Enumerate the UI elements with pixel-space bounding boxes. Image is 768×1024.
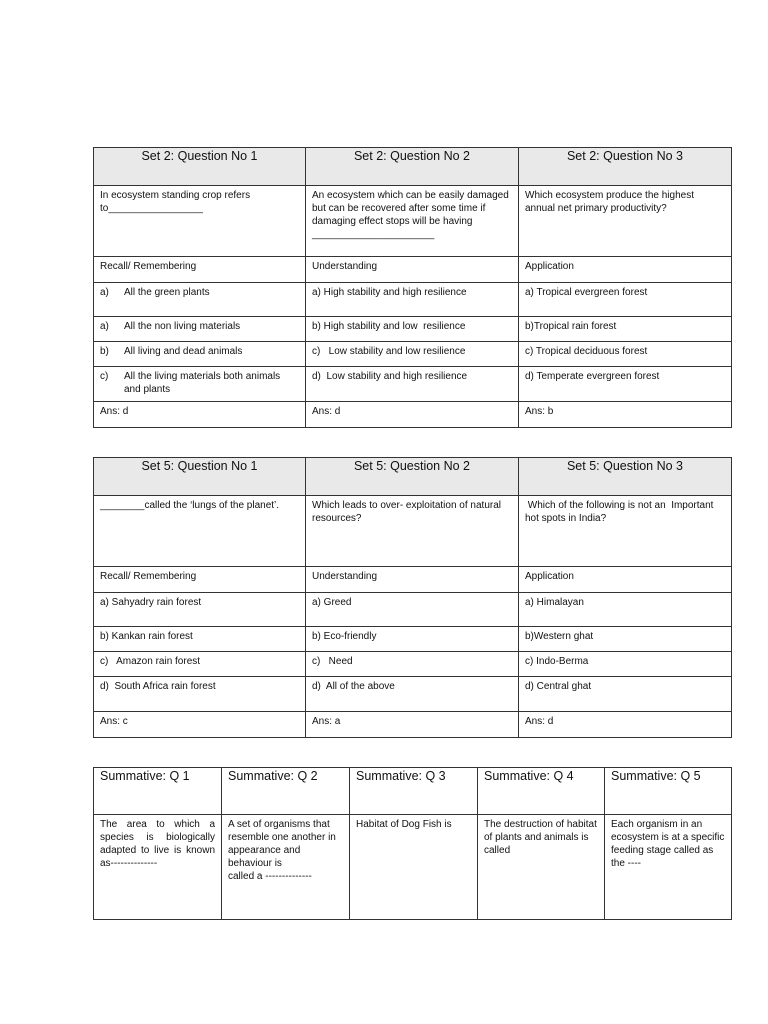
option-text: All living and dead animals: [124, 346, 243, 357]
set2-header-2: Set 2: Question No 2: [306, 148, 519, 186]
set5-q3-option: c) Indo-Berma: [519, 652, 732, 677]
set5-q1-option: a) Sahyadry rain forest: [94, 593, 306, 627]
option-label: c): [100, 371, 109, 382]
set5-q2-option: c) Need: [306, 652, 519, 677]
summative-question-4: The destruction of habitat of plants and animals is called: [478, 815, 605, 920]
set5-header-3: Set 5: Question No 3: [519, 458, 732, 496]
set5-header-1: Set 5: Question No 1: [94, 458, 306, 496]
set2-q3-option: b)Tropical rain forest: [519, 317, 732, 342]
set2-q3-option: c) Tropical deciduous forest: [519, 342, 732, 367]
set5-level-3: Application: [519, 567, 732, 593]
set2-header-1: Set 2: Question No 1: [94, 148, 306, 186]
set5-answer-3: Ans: d: [519, 712, 732, 738]
set5-question-2: Which leads to over- exploitation of natural resources?: [306, 496, 519, 567]
set5-q2-option: d) All of the above: [306, 677, 519, 712]
set2-question-2: An ecosystem which can be easily damaged but can be recovered after some time if damaging effect stops will be having ______________________: [306, 186, 519, 257]
set5-q3-option: a) Himalayan: [519, 593, 732, 627]
set5-level-1: Recall/ Remembering: [94, 567, 306, 593]
set2-q2-option: b) High stability and low resilience: [306, 317, 519, 342]
summative-header-4: Summative: Q 4: [478, 768, 605, 815]
set5-q2-option: a) Greed: [306, 593, 519, 627]
set2-q2-option: a) High stability and high resilience: [306, 283, 519, 317]
set2-q1-option: [94, 283, 306, 317]
set5-level-2: Understanding: [306, 567, 519, 593]
option-label: a): [100, 321, 109, 332]
summative-question-table: [93, 767, 732, 920]
set2-q3-option: a) Tropical evergreen forest: [519, 283, 732, 317]
summative-question-2: A set of organisms that resemble one another in appearance and behaviour is called a --------------: [222, 815, 350, 920]
summative-question-3: Habitat of Dog Fish is: [350, 815, 478, 920]
set5-q1-option: c) Amazon rain forest: [94, 652, 306, 677]
set2-q1-option: [94, 342, 306, 367]
option-label: a): [100, 287, 109, 298]
set5-q3-option: b)Western ghat: [519, 627, 732, 652]
set2-q1-option: [94, 317, 306, 342]
option-text: All the living materials both animals and plants: [124, 371, 283, 395]
set2-answer-3: Ans: b: [519, 402, 732, 428]
summative-question-1: The area to which a species is biologically adapted to live is known as--------------: [94, 815, 222, 920]
set2-answer-1: Ans: d: [94, 402, 306, 428]
summative-header-5: Summative: Q 5: [605, 768, 732, 815]
set2-answer-2: Ans: d: [306, 402, 519, 428]
option-text: All the non living materials: [124, 321, 241, 332]
set5-question-1: ________called the ‘lungs of the planet’.: [94, 496, 306, 567]
summative-question-5: Each organism in an ecosystem is at a specific feeding stage called as the ----: [605, 815, 732, 920]
set2-header-3: Set 2: Question No 3: [519, 148, 732, 186]
option-label: b): [100, 346, 109, 357]
set5-question-table: [93, 457, 732, 738]
summative-header-1: Summative: Q 1: [94, 768, 222, 815]
set2-q3-option: d) Temperate evergreen forest: [519, 367, 732, 402]
set5-answer-2: Ans: a: [306, 712, 519, 738]
set5-q2-option: b) Eco-friendly: [306, 627, 519, 652]
set5-question-3: Which of the following is not an Important hot spots in India?: [519, 496, 732, 567]
set2-level-1: Recall/ Remembering: [94, 257, 306, 283]
set2-q2-option: c) Low stability and low resilience: [306, 342, 519, 367]
set5-q1-option: b) Kankan rain forest: [94, 627, 306, 652]
summative-header-2: Summative: Q 2: [222, 768, 350, 815]
set2-question-1: In ecosystem standing crop refers to_________________: [94, 186, 306, 257]
set5-answer-1: Ans: c: [94, 712, 306, 738]
set2-level-2: Understanding: [306, 257, 519, 283]
set2-level-3: Application: [519, 257, 732, 283]
set2-q2-option: d) Low stability and high resilience: [306, 367, 519, 402]
option-text: All the green plants: [124, 287, 210, 298]
set5-q1-option: d) South Africa rain forest: [94, 677, 306, 712]
set5-q3-option: d) Central ghat: [519, 677, 732, 712]
set5-header-2: Set 5: Question No 2: [306, 458, 519, 496]
set2-question-table: [93, 147, 732, 428]
summative-header-3: Summative: Q 3: [350, 768, 478, 815]
set2-question-3: Which ecosystem produce the highest annual net primary productivity?: [519, 186, 732, 257]
set2-q1-option: [94, 367, 306, 402]
